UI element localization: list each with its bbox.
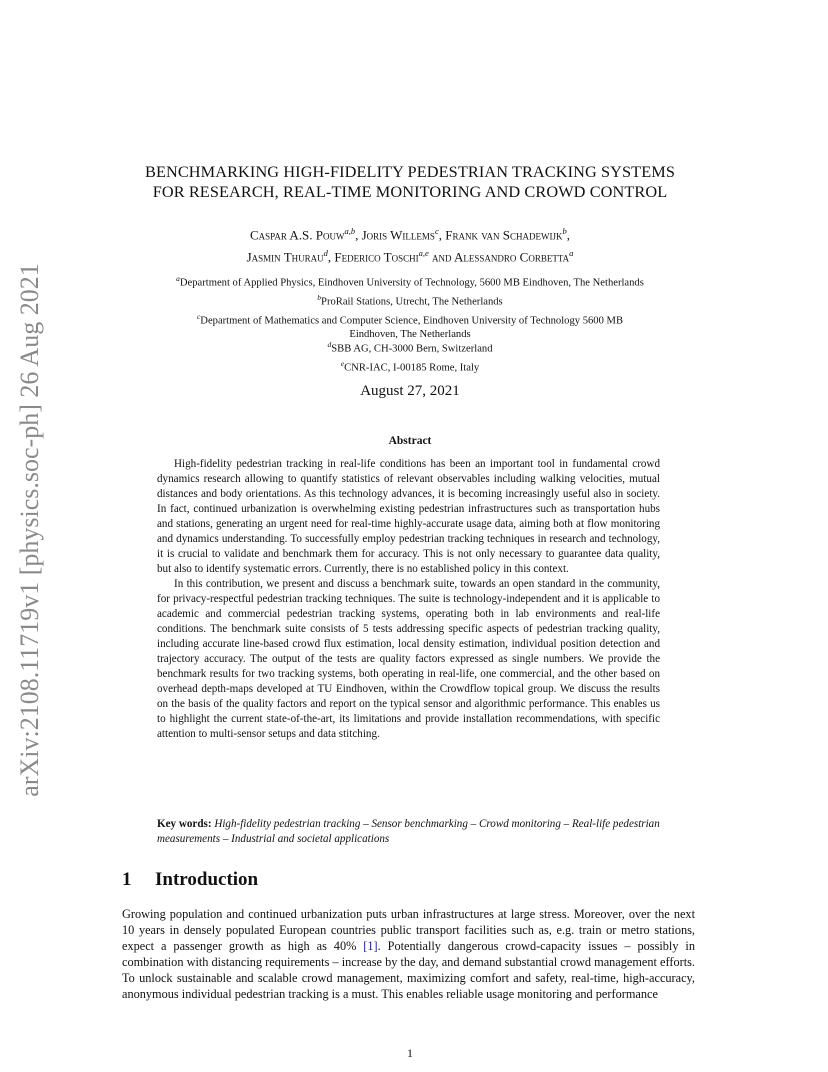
affiliation-text: SBB AG, CH-3000 Bern, Switzerland (331, 343, 493, 355)
affiliation-mark: b (317, 293, 322, 302)
keywords-text: High-fidelity pedestrian tracking – Sensor benchmarking – Crowd monitoring – Real-life pedestrian measurements – Industrial and societal applications (157, 818, 660, 845)
affiliation-mark: d (327, 340, 332, 349)
author-line-1: Caspar A.S. Pouw$^{a,b}$, Joris Willems$^c$, Frank van Schadewijk$^b$, (249, 226, 571, 243)
abstract-body (157, 457, 660, 742)
author-name: Federico Toschi (334, 249, 419, 265)
affiliation-a (130, 272, 690, 290)
body-text-span: . Potentially dangerous crowd-capacity issues – possibly in combination with distancing requirements – increase by the day, and demand substantial crowd management efforts. To unlock sustainable and scalable crowd management, maximizing comfort and safety, real-time, high-accuracy, anonymous individual pedestrian tracking is a must. This enables reliable usage monitoring and performance (122, 939, 695, 1002)
affiliation-b (130, 291, 690, 309)
arxiv-stamp (8, 240, 52, 820)
author-name: Caspar A.S. Pouw (249, 227, 345, 243)
author-affiliation-mark: c (434, 226, 439, 236)
keywords (157, 817, 660, 847)
paper-date: August 27, 2021 (360, 383, 460, 399)
affiliation-d (130, 338, 690, 356)
title-line-1: BENCHMARKING HIGH-FIDELITY PEDESTRIAN TRACKING SYSTEMS (144, 162, 676, 181)
abstract-paragraph-1: High-fidelity pedestrian tracking in real-life conditions has been an important tool in fundamental crowd dynamics research allowing to quantify statistics of relevant observables including walking velocities, mutual distances and body orientations. As this technology advances, it is becoming increasingly useful also in society. In fact, continued urbanization is overwhelming existing pedestrian infrastructures such as transportation hubs and stations, generating an urgent need for real-time highly-accurate usage data, aiming both at flow monitoring and dynamics understanding. To successfully employ pedestrian tracking techniques in research and technology, it is crucial to validate and benchmark them for accuracy. This is not only necessary to guarantee data quality, but also to identify systematic errors. Currently, there is no established policy in this context. (157, 458, 660, 575)
paper-title (100, 162, 720, 202)
author-affiliation-mark: a,b (344, 226, 356, 236)
keywords-label: Key words: (157, 818, 212, 830)
author-line-2: Jasmin Thurau$^d$, Federico Toschi$^{a,e}$ and Alessandro Corbetta$^a$ (246, 248, 574, 265)
abstract-paragraph-2: In this contribution, we present and discuss a benchmark suite, towards an open standard in the community, for privacy-respectful pedestrian tracking techniques. The suite is technology-independent and it is applicable to academic and commercial pedestrian tracking systems, operating both in lab environments and real-life conditions. The benchmark suite consists of 5 tests addressing specific aspects of pedestrian tracking quality, including accurate line-based crowd flux estimation, local density estimation, individual position detection and trajectory accuracy. The output of the tests are quality factors expressed as single numbers. We provide the benchmark results for two tracking systems, both operating in real-life, one commercial, and the other based on overhead depth-maps developed at TU Eindhoven, within the Crowdflow topical group. We discuss the results on the basis of the quality factors and report on the typical sensor and algorithmic performance. This enables us to highlight the current state-of-the-art, its limitations and provide installation recommendations, with specific attention to multi-sensor setups and data stitching. (157, 578, 660, 740)
abstract-heading: Abstract (388, 435, 432, 447)
affiliation-text: Department of Mathematics and Computer Science, Eindhoven University of Technology 5600 MB (200, 315, 624, 327)
affiliation-mark: c (196, 312, 201, 321)
affiliation-text-continued: Eindhoven, The Netherlands (349, 328, 471, 340)
affiliation-mark: e (340, 359, 345, 368)
author-name: Alessandro Corbetta (454, 249, 570, 265)
affiliation-c (130, 310, 690, 341)
author-name: Jasmin Thurau (246, 249, 324, 265)
introduction-paragraph (122, 906, 695, 1003)
section-heading (122, 869, 258, 891)
title-line-2: FOR RESEARCH, REAL-TIME MONITORING AND CROWD CONTROL (152, 182, 668, 201)
author-affiliation-mark: a,e (418, 248, 429, 259)
affiliation-e (130, 357, 690, 375)
arxiv-identifier: arXiv:2108.11719v1 [physics.soc-ph] 26 Aug 2021 (15, 263, 44, 797)
affiliation-text: CNR-IAC, I-00185 Rome, Italy (344, 362, 480, 374)
author-affiliation-mark: a (569, 248, 574, 259)
affiliation-text: ProRail Stations, Utrecht, The Netherlands (321, 296, 503, 308)
author-conjunction: and (431, 249, 452, 265)
section-title: Introduction (155, 869, 259, 890)
body-text-span: Growing population and continued urbanization puts urban infrastructures at large stress. Moreover, over the next 10 years in densely populated European countries public transport facilities such as, e.g. train or metro stations, expect a passenger growth as high as 40% (122, 907, 695, 954)
author-affiliation-mark: d (323, 248, 328, 259)
author-name: Frank van Schadewijk (445, 227, 563, 243)
page-number: 1 (407, 1046, 413, 1060)
section-number: 1 (122, 869, 132, 890)
author-affiliation-mark: b (562, 226, 567, 236)
introduction-body (122, 906, 695, 1003)
author-name: Joris Willems (361, 227, 435, 243)
citation-link[interactable]: [1] (363, 939, 378, 954)
author-list (100, 222, 720, 267)
affiliation-text: Department of Applied Physics, Eindhoven University of Technology, 5600 MB Eindhoven, The Netherlands (179, 277, 644, 289)
affiliation-mark: a (176, 274, 180, 283)
